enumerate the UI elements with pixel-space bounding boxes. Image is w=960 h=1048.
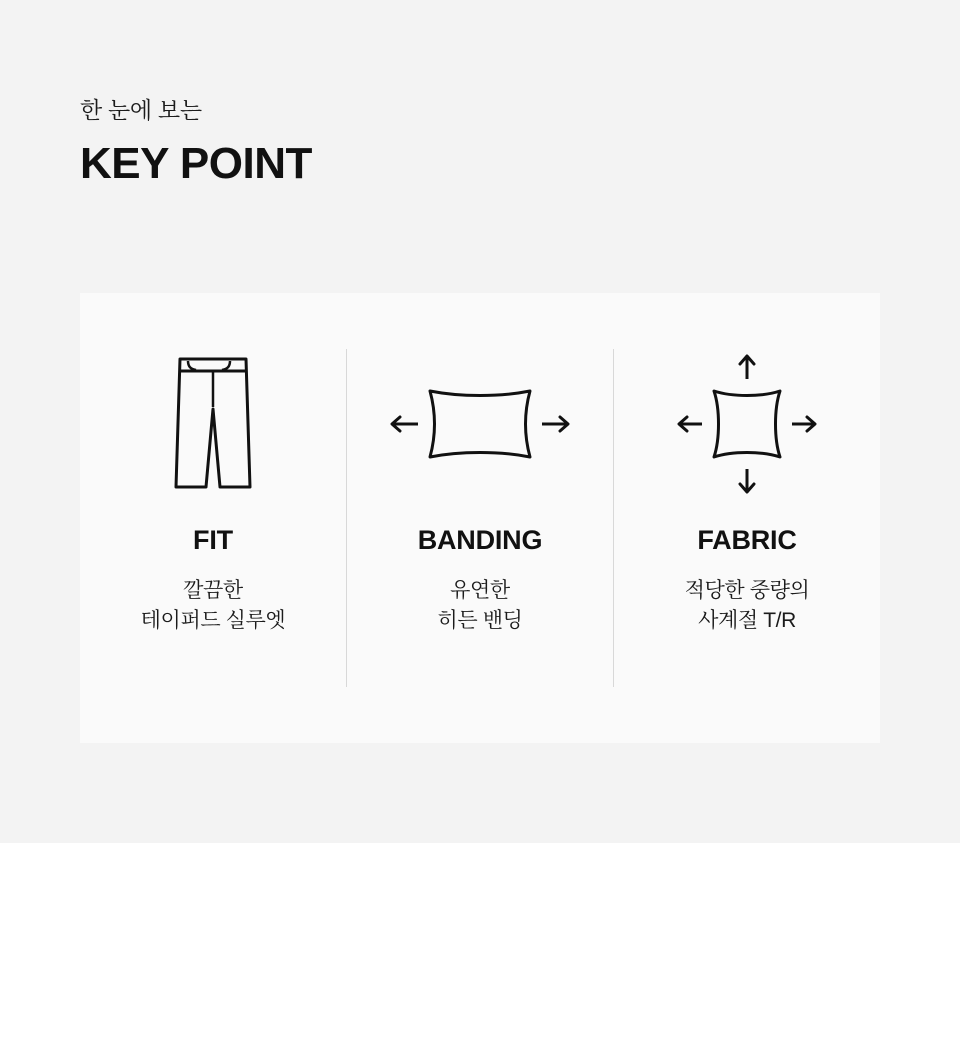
horizontal-stretch-icon xyxy=(385,349,575,499)
key-point-desc xyxy=(141,576,286,637)
key-point-desc-line1: 유연한 xyxy=(450,579,510,602)
section-eyebrow: 한 눈에 보는 xyxy=(80,97,202,123)
four-way-stretch-icon xyxy=(672,349,822,499)
page-title: KEY POINT xyxy=(80,138,312,188)
key-point-desc-line1: 적당한 중량의 xyxy=(684,579,810,602)
key-point-title: FABRIC xyxy=(697,525,797,555)
key-point-column-banding xyxy=(347,293,613,743)
key-point-desc-line1: 깔끔한 xyxy=(183,579,243,602)
key-point-column-fit xyxy=(80,293,346,743)
key-point-card xyxy=(80,293,880,743)
key-point-desc xyxy=(438,576,523,637)
section-heading xyxy=(80,96,312,186)
key-point-desc-line2: 히든 밴딩 xyxy=(437,609,523,633)
key-point-column-fabric xyxy=(614,293,880,743)
key-point-desc-line2: 테이퍼드 실루엣 xyxy=(140,609,286,633)
trousers-icon xyxy=(158,349,268,499)
key-point-title: FIT xyxy=(193,525,233,555)
key-point-title: BANDING xyxy=(417,525,543,555)
key-point-desc-line2: 사계절 T/R xyxy=(698,609,796,633)
key-point-desc xyxy=(685,576,810,637)
